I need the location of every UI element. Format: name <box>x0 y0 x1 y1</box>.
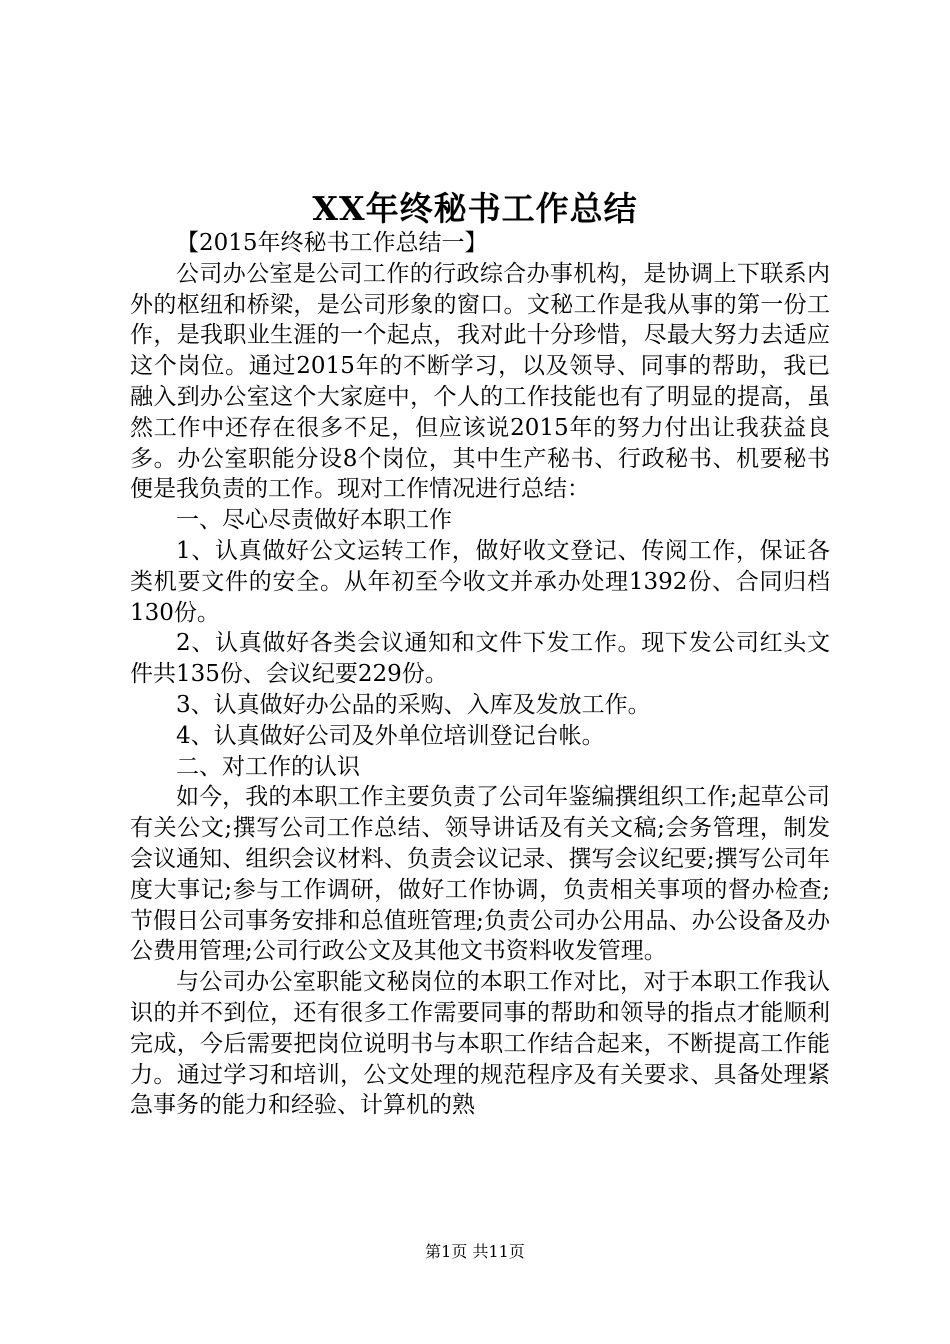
document-body <box>130 228 830 1121</box>
section-heading: 【2015年终秘书工作总结一】 <box>176 230 488 256</box>
list-item: 1、认真做好公文运转工作，做好收文登记、传阅工作，保证各类机要文件的安全。从年初至今收文并承办处理1392份、合同归档130份。 <box>130 537 830 626</box>
page-number: 第1页 共11页 <box>425 1242 525 1261</box>
list-item: 2、认真做好各类会议通知和文件下发工作。现下发公司红头文件共135份、会议纪要229份。 <box>130 630 830 688</box>
paragraph: 公司办公室是公司工作的行政综合办事机构，是协调上下联系内外的枢纽和桥梁，是公司形象的窗口。文秘工作是我从事的第一份工作，是我职业生涯的一个起点，我对此十分珍惜，尽最大努力去适应这个岗位。通过2015年的不断学习，以及领导、同事的帮助，我已融入到办公室这个大家庭中，个人的工作技能也有了明显的提高，虽然工作中还存在很多不足，但应该说2015年的努力付出让我获益良多。办公室职能分设8个岗位，其中生产秘书、行政秘书、机要秘书便是我负责的工作。现对工作情况进行总结： <box>130 260 830 503</box>
paragraph: 与公司办公室职能文秘岗位的本职工作对比，对于本职工作我认识的并不到位，还有很多工作需要同事的帮助和领导的指点才能顺利完成，今后需要把岗位说明书与本职工作结合起来，不断提高工作能力。通过学习和培训，公文处理的规范程序及有关要求、具备处理紧急事务的能力和经验、计算机的熟 <box>130 969 830 1119</box>
list-item: 4、认真做好公司及外单位培训登记台帐。 <box>176 722 605 749</box>
document-title: XX年终秘书工作总结 <box>312 189 638 228</box>
paragraph: 如今，我的本职工作主要负责了公司年鉴编撰组织工作;起草公司有关公文;撰写公司工作总结、领导讲话及有关文稿;会务管理，制发会议通知、组织会议材料、负责会议记录、撰写会议纪要;撰写公司年度大事记;参与工作调研，做好工作协调，负责相关事项的督办检查;节假日公司事务安排和总值班管理;负责公司办公用品、办公设备及办公费用管理;公司行政公文及其他文书资料收发管理。 <box>130 784 830 965</box>
list-item: 3、认真做好办公品的采购、入库及发放工作。 <box>176 691 651 718</box>
section-heading: 二、对工作的认识 <box>176 753 360 780</box>
section-heading: 一、尽心尽责做好本职工作 <box>176 507 452 534</box>
